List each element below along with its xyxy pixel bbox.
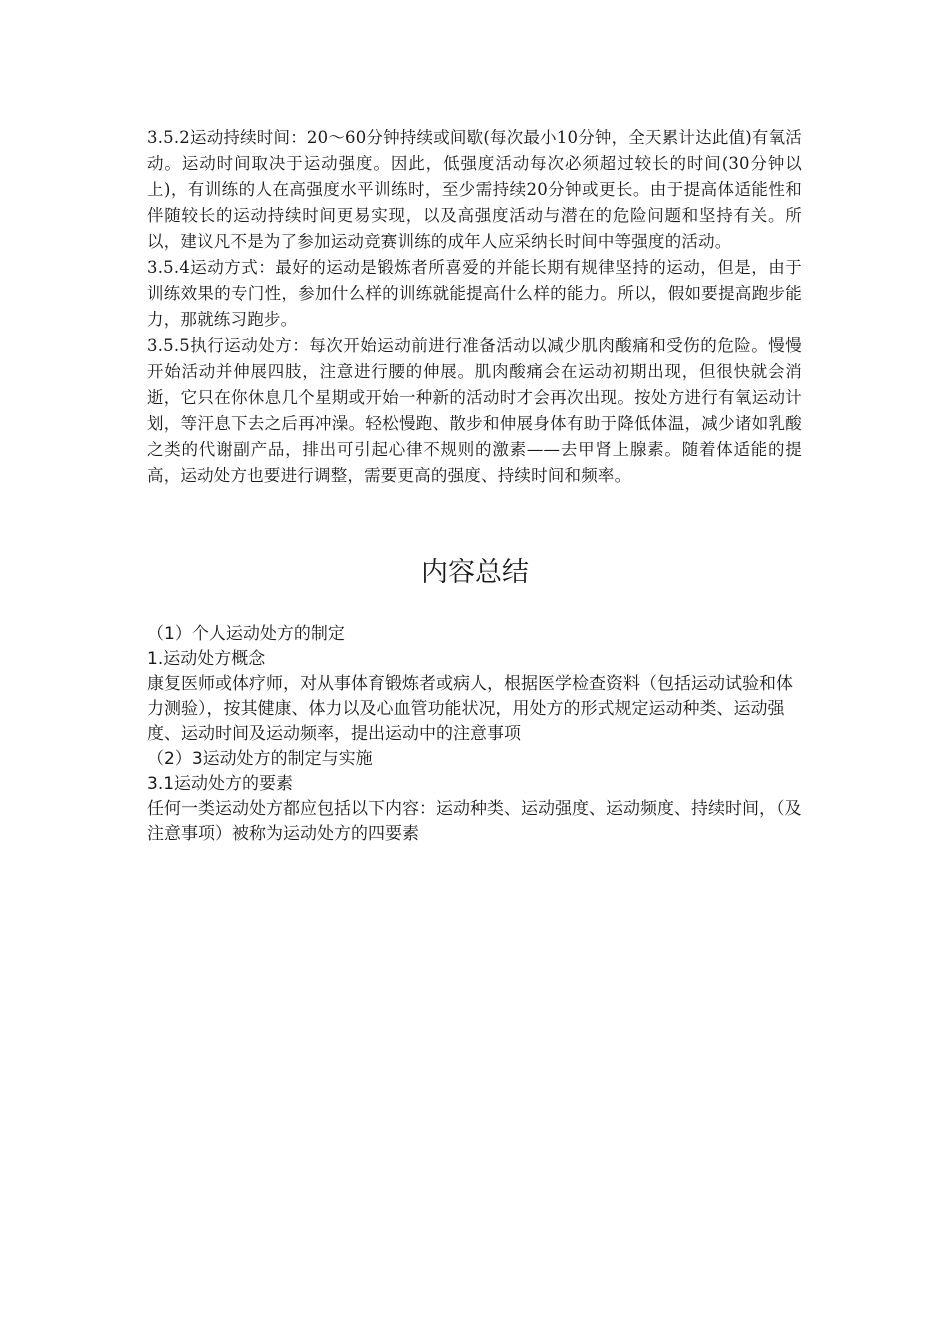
summary-concept-text: 康复医师或体疗师，对从事体育锻炼者或病人，根据医学检查资料（包括运动试验和体力测验），按其健康、体力以及心血管功能状况，用处方的形式规定运动种类、运动强度、运动时间及运动频率，提出运动中的注意事项	[147, 674, 793, 744]
summary-elements-text: 任何一类运动处方都应包括以下内容：运动种类、运动强度、运动频度、持续时间，（及注意事项）被称为运动处方的四要素	[147, 799, 802, 844]
body-text-section	[147, 125, 802, 489]
summary-heading-formulation: （2）3运动处方的制定与实施	[147, 749, 373, 769]
summary-subheading-elements: 3.1运动处方的要素	[147, 774, 294, 794]
summary-heading-personal-prescription: （1）个人运动处方的制定	[147, 624, 345, 644]
summary-subheading-concept: 1.运动处方概念	[147, 649, 266, 669]
paragraph-executing-prescription: 3.5.5执行运动处方：每次开始运动前进行准备活动以减少肌肉酸痛和受伤的危险。慢慢开始活动并伸展四肢，注意进行腰的伸展。肌肉酸痛会在运动初期出现，但很快就会消逝，它只在你休息几个星期或开始一种新的活动时才会再次出现。按处方进行有氧运动计划，等汗息下去之后再冲澡。轻松慢跑、散步和伸展身体有助于降低体温，减少诸如乳酸之类的代谢副产品，排出可引起心律不规则的激素——去甲肾上腺素。随着体适能的提高，运动处方也要进行调整，需要更高的强度、持续时间和频率。	[147, 336, 802, 485]
paragraph-exercise-duration: 3.5.2运动持续时间：20～60分钟持续或间歇(每次最小10分钟，全天累计达此值)有氧活动。运动时间取决于运动强度。因此，低强度活动每次必须超过较长的时间(30分钟以上)，有训练的人在高强度水平训练时，至少需持续20分钟或更长。由于提高体适能性和伴随较长的运动持续时间更易实现，以及高强度活动与潜在的危险问题和坚持有关。所以，建议凡不是为了参加运动竞赛训练的成年人应采纳长时间中等强度的活动。	[147, 128, 802, 251]
summary-section	[147, 622, 807, 847]
paragraph-exercise-mode: 3.5.4运动方式：最好的运动是锻炼者所喜爱的并能长期有规律坚持的运动，但是，由于训练效果的专门性，参加什么样的训练就能提高什么样的能力。所以，假如要提高跑步能力，那就练习跑步。	[147, 258, 802, 329]
summary-title: 内容总结	[421, 557, 529, 588]
